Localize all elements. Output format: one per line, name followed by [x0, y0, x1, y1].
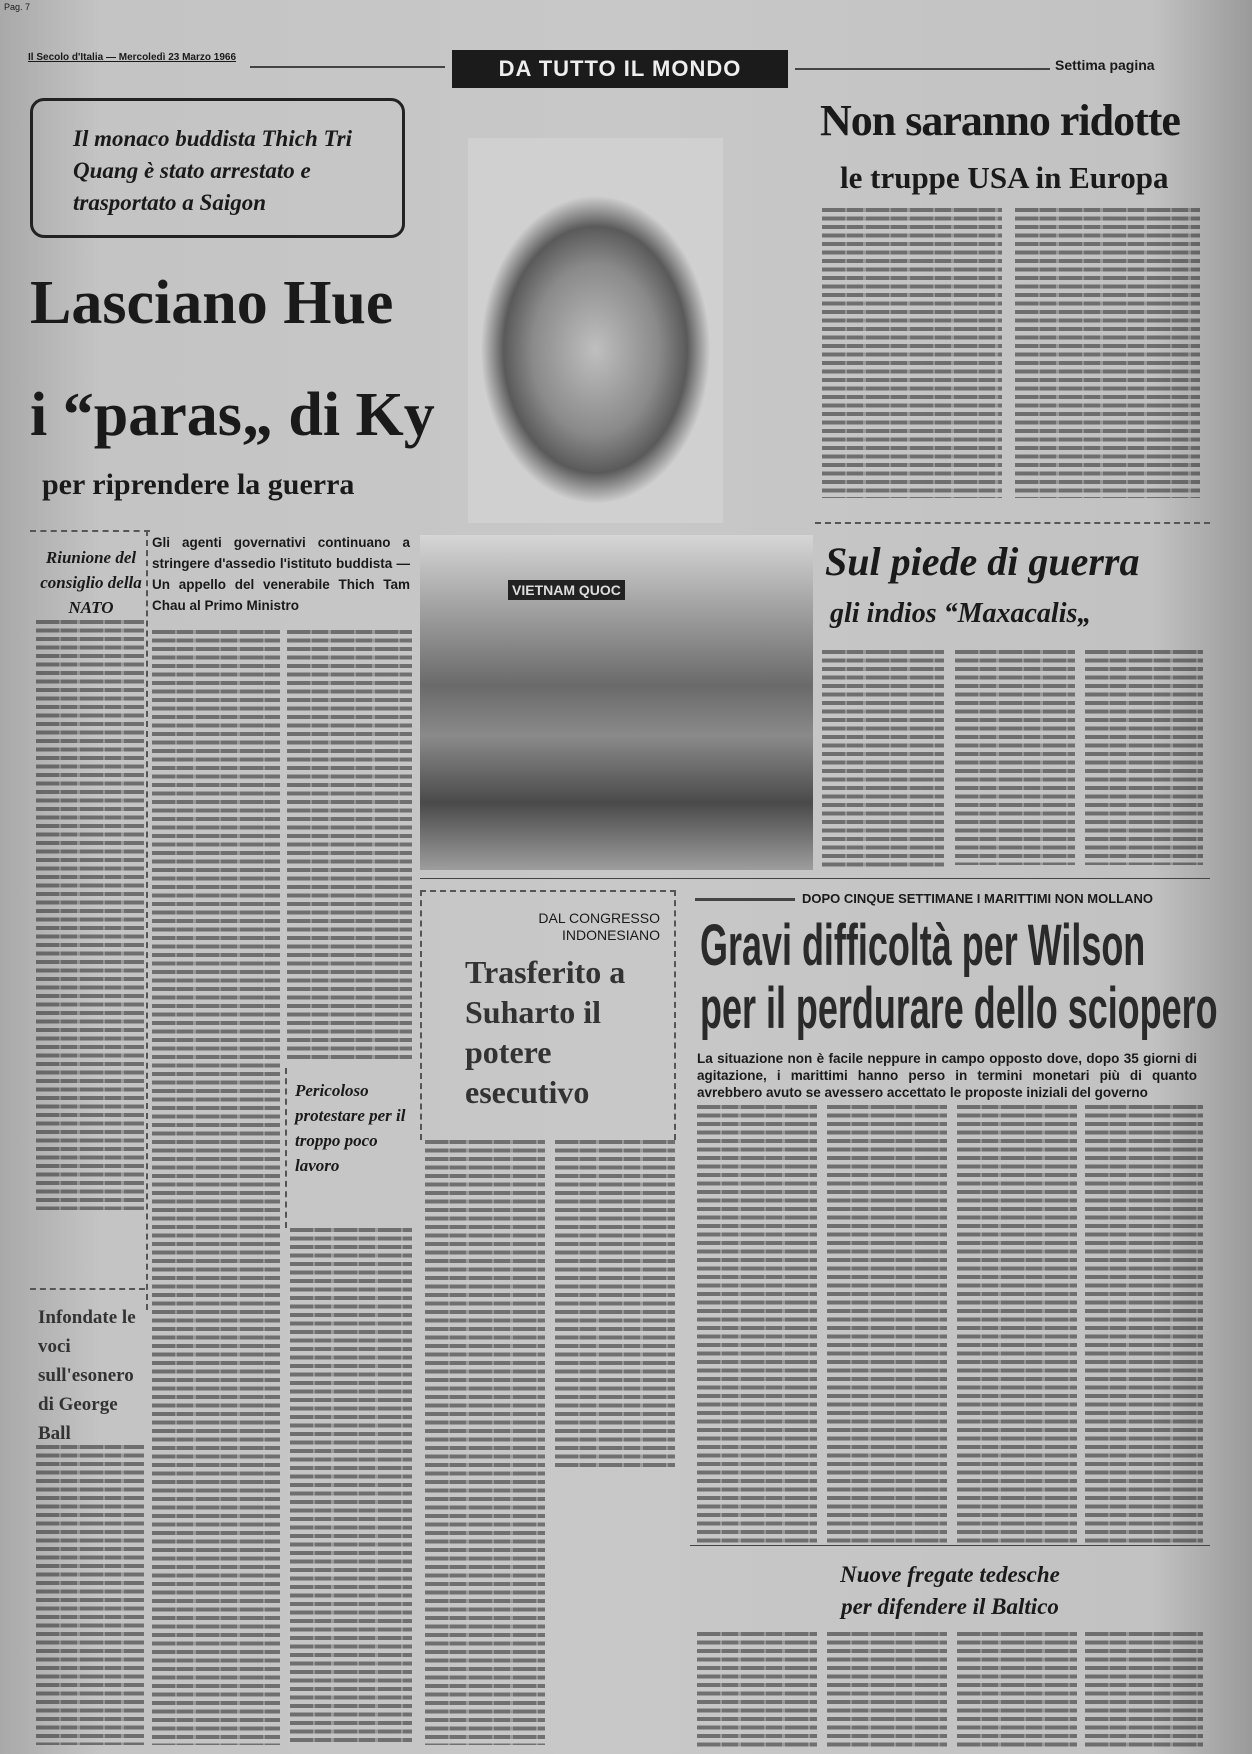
wilson-title-line2: per il perdurare dello sciopero — [700, 976, 1218, 1041]
portrait-photo — [468, 138, 723, 523]
usa-body-col1 — [822, 208, 1002, 498]
indios-subtitle: gli indios “Maxacalis„ — [830, 598, 1092, 629]
fregate-body-col1 — [697, 1632, 817, 1747]
wilson-body-col4 — [1085, 1105, 1203, 1545]
ball-title: Infondate le voci sull'esonero di George Ball — [38, 1307, 136, 1444]
divider — [30, 530, 150, 532]
pericoloso-body — [290, 1228, 412, 1745]
header-rule-left — [250, 66, 445, 68]
hue-title-line1: Lasciano Hue — [30, 269, 394, 337]
section-banner: DA TUTTO IL MONDO — [452, 50, 788, 88]
fregate-body-col2 — [827, 1632, 947, 1747]
crowd-photo — [420, 535, 813, 870]
wilson-body-col2 — [827, 1105, 947, 1545]
indios-body-col3 — [1085, 650, 1203, 865]
suharto-body-col2 — [555, 1140, 675, 1470]
ball-body — [36, 1445, 144, 1745]
corner-note: Pag. 7 — [4, 2, 31, 12]
wilson-title-line1: Gravi difficoltà per Wilson — [700, 913, 1146, 978]
wilson-body-col3 — [957, 1105, 1077, 1545]
hue-title-line2: i “paras„ di Ky — [30, 381, 435, 449]
hue-body-col2 — [287, 630, 412, 1060]
page-label: Settima pagina — [1055, 57, 1155, 73]
nato-title: Riunione del consiglio della NATO — [40, 548, 142, 617]
fregate-title-line1: Nuove fregate tedesche — [840, 1562, 1060, 1587]
header-rule-right — [795, 68, 1050, 70]
indios-title: Sul piede di guerra — [825, 539, 1140, 584]
monk-arrest-box: Il monaco buddista Thich Tri Quang è stato arrestato e trasportato a Saigon — [30, 98, 405, 238]
pericoloso-title: Pericoloso protestare per il troppo poco lavoro — [295, 1081, 406, 1175]
suharto-title: Trasferito a Suharto il potere esecutivo — [465, 954, 626, 1110]
fregate-body-col4 — [1085, 1632, 1203, 1747]
suharto-kicker: DAL CONGRESSO INDONESIANO — [538, 910, 660, 943]
wilson-lead: La situazione non è facile neppure in campo opposto dove, dopo 35 giorni di agitazione, i marittimi hanno perso in termini monetari più di quanto avrebbero avuto se avessero accettato le proposte iniziali del governo — [697, 1051, 1197, 1100]
wilson-kicker: DOPO CINQUE SETTIMANE I MARITTIMI NON MOLLANO — [802, 891, 1153, 906]
masthead-date: Il Secolo d'Italia — Mercoledì 23 Marzo 1966 — [28, 52, 237, 63]
fregate-body-col3 — [957, 1632, 1077, 1747]
usa-subtitle: le truppe USA in Europa — [840, 160, 1169, 195]
divider — [815, 522, 1210, 524]
hue-lead: Gli agenti governativi continuano a stringere d'assedio l'istituto buddista — Un appello del venerabile Thich Tam Chau al Primo Ministro — [152, 535, 410, 613]
divider — [420, 878, 1210, 879]
photo-sign-text: VIETNAM QUOC — [508, 580, 625, 600]
divider — [690, 1545, 1210, 1546]
nato-body — [36, 620, 144, 1210]
indios-body-col1 — [822, 650, 944, 870]
hue-subtitle: per riprendere la guerra — [42, 468, 355, 501]
fregate-title-line2: per difendere il Baltico — [841, 1594, 1059, 1619]
column-rule — [146, 530, 148, 1310]
usa-body-col2 — [1015, 208, 1200, 498]
wilson-body-col1 — [697, 1105, 817, 1545]
divider — [30, 1288, 145, 1290]
kicker-rule — [695, 898, 795, 901]
usa-title: Non saranno ridotte — [820, 96, 1180, 145]
hue-body-col1 — [152, 630, 280, 1745]
indios-body-col2 — [955, 650, 1075, 865]
suharto-body-col1 — [425, 1140, 545, 1745]
